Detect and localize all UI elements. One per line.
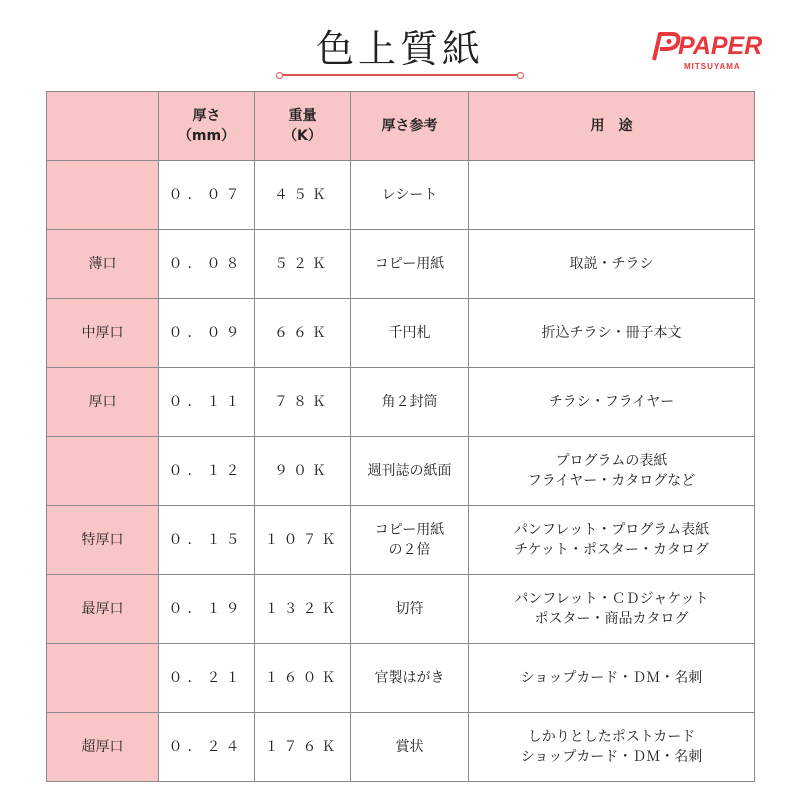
- thickness-cell: ０．１２: [159, 437, 255, 506]
- weight-cell: １０７Ｋ: [255, 506, 351, 575]
- table-header: [47, 92, 755, 161]
- thickness-cell: ０．２１: [159, 644, 255, 713]
- weight-cell: １７６Ｋ: [255, 713, 351, 782]
- header-use: 用 途: [469, 92, 755, 161]
- table-row: [47, 368, 755, 437]
- logo-subtext: MITSUYAMA: [684, 62, 741, 71]
- table-row: [47, 437, 755, 506]
- thickness-cell: ０．１９: [159, 575, 255, 644]
- row-label: 最厚口: [47, 575, 159, 644]
- paper-spec-table: [46, 91, 755, 782]
- underline-left-dot: [276, 72, 283, 79]
- table-body: [47, 161, 755, 782]
- thickness-cell: ０．２４: [159, 713, 255, 782]
- thickness-cell: ０．１１: [159, 368, 255, 437]
- weight-cell: ９０Ｋ: [255, 437, 351, 506]
- row-label: [47, 644, 159, 713]
- table-row: [47, 713, 755, 782]
- logo-wordmark: PAPER: [678, 32, 763, 60]
- weight-cell: ６６Ｋ: [255, 299, 351, 368]
- brand-logo: [648, 28, 766, 78]
- thickness-cell: ０．０７: [159, 161, 255, 230]
- header-label-cell: [47, 92, 159, 161]
- use-cell: パンフレット・ＣＤジャケット ポスター・商品カタログ: [469, 575, 755, 644]
- header-row: [47, 92, 755, 161]
- use-cell: パンフレット・プログラム表紙 チケット・ポスター・カタログ: [469, 506, 755, 575]
- header-weight: 重量 （K）: [255, 92, 351, 161]
- reference-cell: 角２封筒: [351, 368, 469, 437]
- reference-cell: コピー用紙 の２倍: [351, 506, 469, 575]
- weight-cell: ７８Ｋ: [255, 368, 351, 437]
- reference-cell: レシート: [351, 161, 469, 230]
- weight-cell: ４５Ｋ: [255, 161, 351, 230]
- table-row: [47, 230, 755, 299]
- use-cell: しかりとしたポストカード ショップカード・ＤＭ・名刺: [469, 713, 755, 782]
- use-cell: プログラムの表紙 フライヤー・カタログなど: [469, 437, 755, 506]
- row-label: 超厚口: [47, 713, 159, 782]
- thickness-cell: ０．０８: [159, 230, 255, 299]
- row-label: [47, 161, 159, 230]
- use-cell: ショップカード・ＤＭ・名刺: [469, 644, 755, 713]
- weight-cell: １３２Ｋ: [255, 575, 351, 644]
- reference-cell: 千円札: [351, 299, 469, 368]
- reference-cell: コピー用紙: [351, 230, 469, 299]
- table-row: [47, 299, 755, 368]
- row-label: 厚口: [47, 368, 159, 437]
- row-label: 中厚口: [47, 299, 159, 368]
- use-cell: [469, 161, 755, 230]
- use-cell: チラシ・フライヤー: [469, 368, 755, 437]
- title-underline: [280, 74, 520, 76]
- table-row: [47, 506, 755, 575]
- row-label: 特厚口: [47, 506, 159, 575]
- reference-cell: 週刊誌の紙面: [351, 437, 469, 506]
- page-title: 色上質紙: [315, 27, 484, 71]
- table-row: [47, 644, 755, 713]
- table-row: [47, 161, 755, 230]
- logo-p-mark-icon: [648, 30, 682, 64]
- thickness-cell: ０．１５: [159, 506, 255, 575]
- weight-cell: １６０Ｋ: [255, 644, 351, 713]
- header-thickness: 厚さ （mm）: [159, 92, 255, 161]
- use-cell: 取説・チラシ: [469, 230, 755, 299]
- weight-cell: ５２Ｋ: [255, 230, 351, 299]
- reference-cell: 官製はがき: [351, 644, 469, 713]
- title-underline-ornament: [276, 72, 524, 78]
- reference-cell: 賞状: [351, 713, 469, 782]
- row-label: 薄口: [47, 230, 159, 299]
- underline-right-dot: [517, 72, 524, 79]
- header-reference: 厚さ参考: [351, 92, 469, 161]
- row-label: [47, 437, 159, 506]
- thickness-cell: ０．０９: [159, 299, 255, 368]
- table-row: [47, 575, 755, 644]
- reference-cell: 切符: [351, 575, 469, 644]
- use-cell: 折込チラシ・冊子本文: [469, 299, 755, 368]
